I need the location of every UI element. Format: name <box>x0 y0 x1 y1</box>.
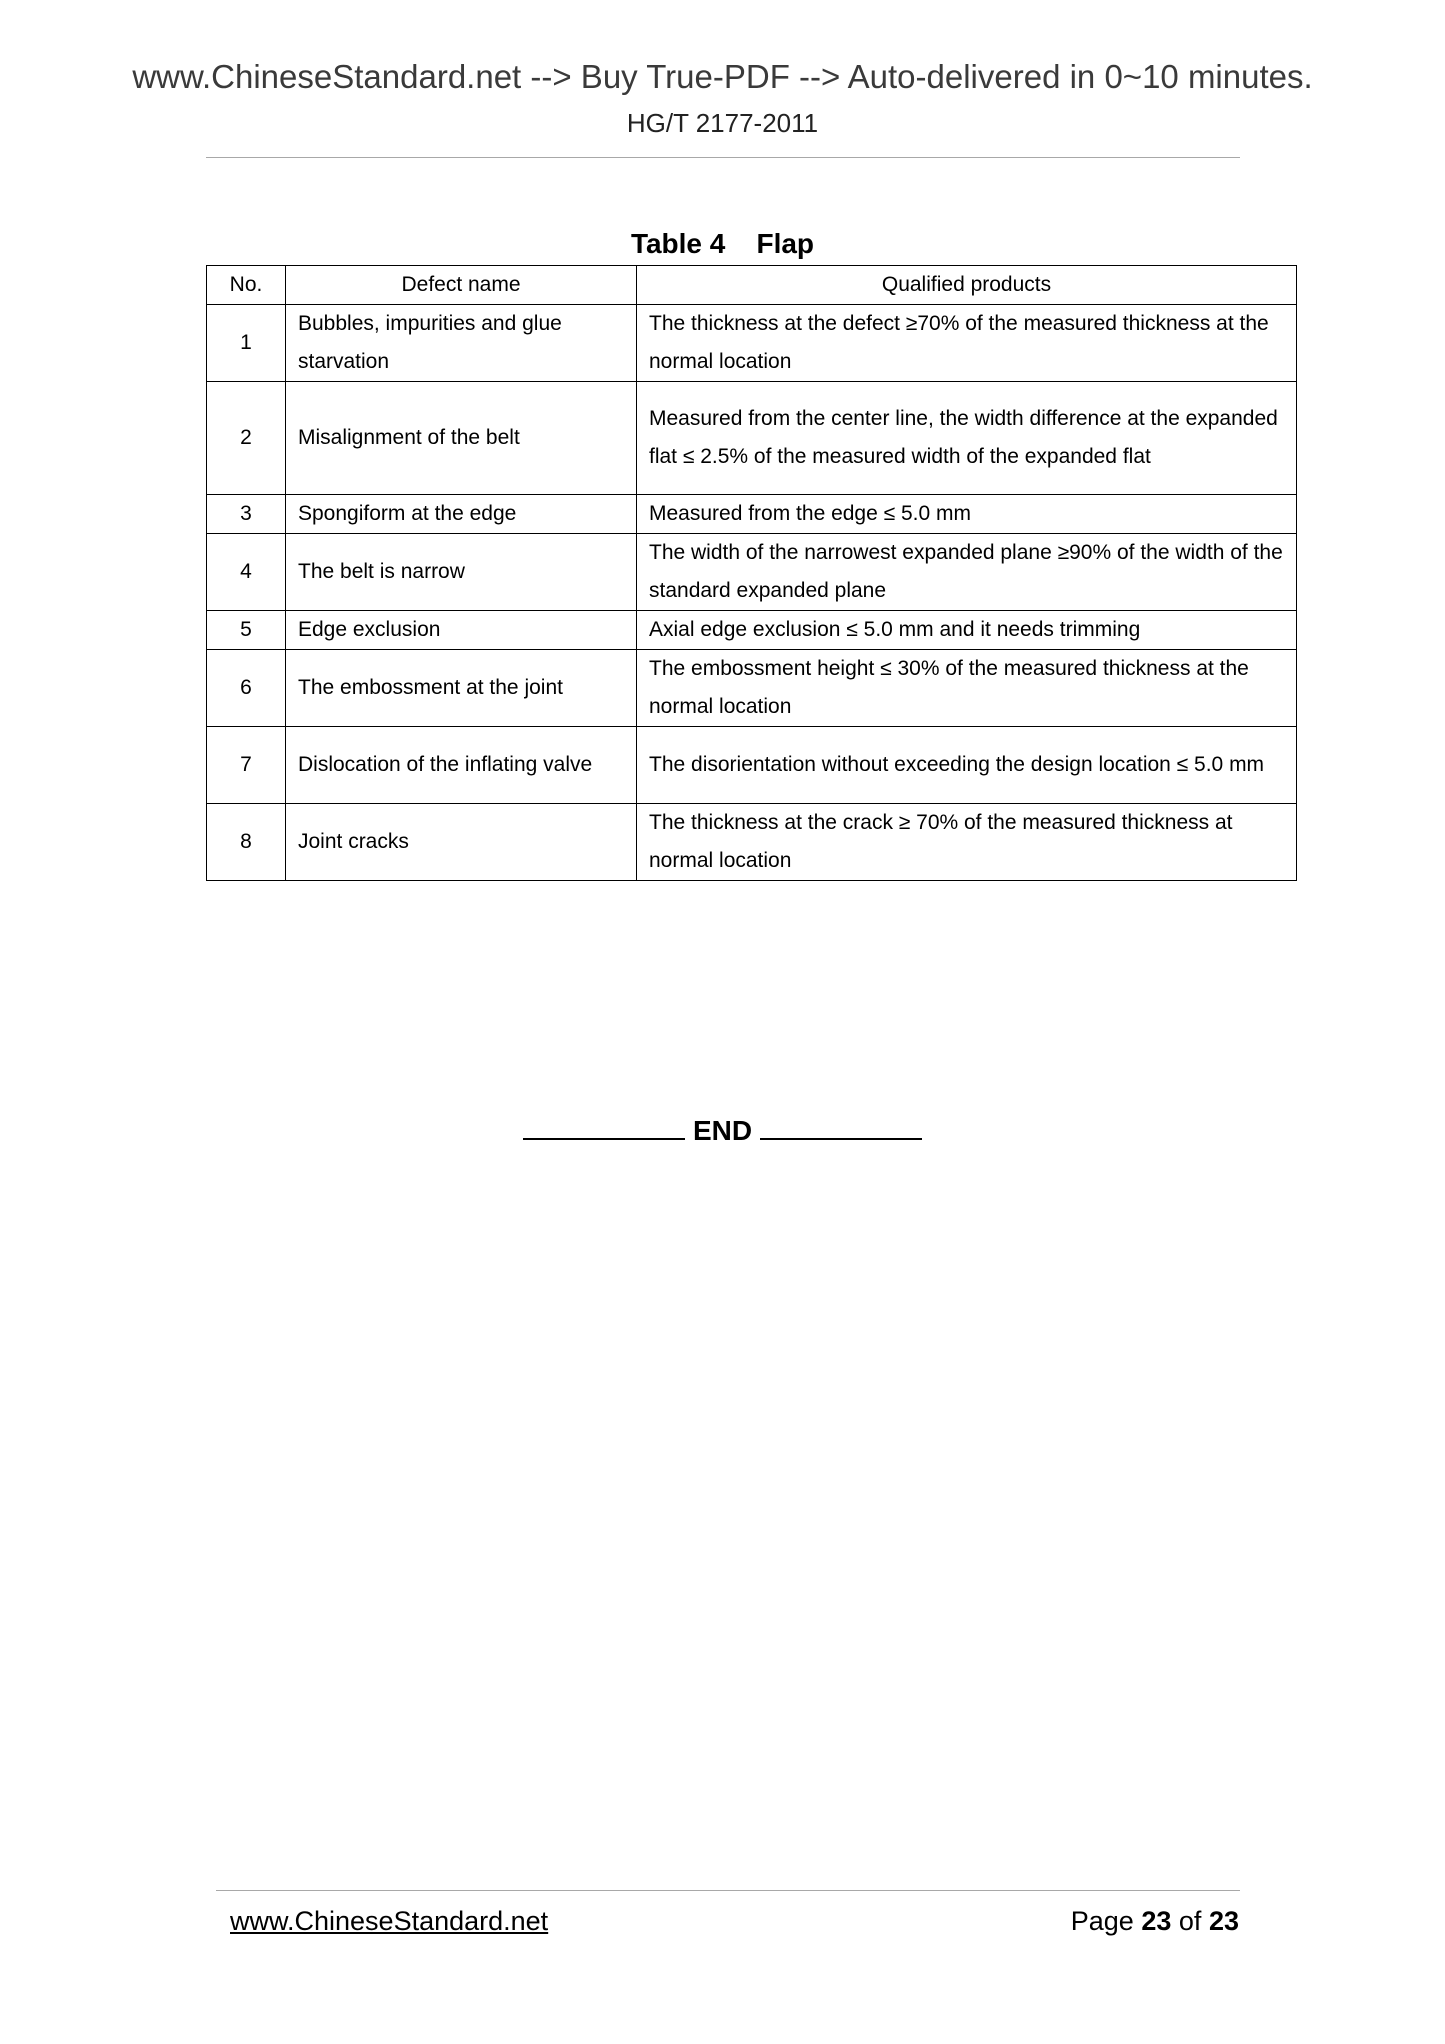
table-row <box>207 495 1297 534</box>
end-marker <box>0 1108 1445 1147</box>
qualified-criteria: Axial edge exclusion ≤ 5.0 mm and it needs trimming <box>637 611 1297 650</box>
row-number: 5 <box>207 611 286 650</box>
qualified-criteria: The disorientation without exceeding the design location ≤ 5.0 mm <box>637 727 1297 804</box>
end-underline-left <box>523 1108 685 1140</box>
qualified-criteria: Measured from the center line, the width difference at the expanded flat ≤ 2.5% of the measured width of the expanded flat <box>637 382 1297 495</box>
row-number: 1 <box>207 305 286 382</box>
site-banner: www.ChineseStandard.net --> Buy True-PDF --> Auto-delivered in 0~10 minutes. <box>132 58 1313 95</box>
qualified-criteria: The embossment height ≤ 30% of the measured thickness at the normal location <box>637 650 1297 727</box>
table-row <box>207 534 1297 611</box>
defect-name: Dislocation of the inflating valve <box>286 727 637 804</box>
footer-site-link[interactable]: www.ChineseStandard.net <box>230 1906 549 1936</box>
row-number: 2 <box>207 382 286 495</box>
row-number: 3 <box>207 495 286 534</box>
page-separator: of <box>1178 1906 1202 1936</box>
qualified-criteria: The thickness at the crack ≥ 70% of the measured thickness at normal location <box>637 804 1297 881</box>
row-number: 6 <box>207 650 286 727</box>
page-indicator <box>1071 1906 1239 1937</box>
defects-table <box>206 265 1297 881</box>
table-row <box>207 650 1297 727</box>
defect-name: Misalignment of the belt <box>286 382 637 495</box>
end-underline-right <box>760 1108 922 1140</box>
table-row <box>207 382 1297 495</box>
defect-name: Edge exclusion <box>286 611 637 650</box>
page-prefix: Page <box>1070 1906 1134 1936</box>
header-divider <box>206 157 1240 158</box>
qualified-criteria: The width of the narrowest expanded plane ≥90% of the width of the standard expanded plane <box>637 534 1297 611</box>
column-header-no: No. <box>207 266 286 305</box>
defect-name: Bubbles, impurities and glue starvation <box>286 305 637 382</box>
defect-name: Spongiform at the edge <box>286 495 637 534</box>
table-row <box>207 305 1297 382</box>
qualified-criteria: The thickness at the defect ≥70% of the measured thickness at the normal location <box>637 305 1297 382</box>
qualified-criteria: Measured from the edge ≤ 5.0 mm <box>637 495 1297 534</box>
standard-code: HG/T 2177-2011 <box>626 108 819 138</box>
table-header-row <box>207 266 1297 305</box>
row-number: 8 <box>207 804 286 881</box>
row-number: 4 <box>207 534 286 611</box>
row-number: 7 <box>207 727 286 804</box>
column-header-qualified-products: Qualified products <box>637 266 1297 305</box>
end-label: END <box>692 1115 753 1146</box>
defect-name: The embossment at the joint <box>286 650 637 727</box>
table-row <box>207 611 1297 650</box>
page-total: 23 <box>1208 1906 1239 1936</box>
defect-name: Joint cracks <box>286 804 637 881</box>
page-current: 23 <box>1141 1906 1172 1936</box>
table-row <box>207 727 1297 804</box>
table-title: Table 4 Flap <box>630 228 815 259</box>
defect-name: The belt is narrow <box>286 534 637 611</box>
column-header-defect-name: Defect name <box>286 266 637 305</box>
footer-divider <box>216 1890 1240 1891</box>
table-row <box>207 804 1297 881</box>
